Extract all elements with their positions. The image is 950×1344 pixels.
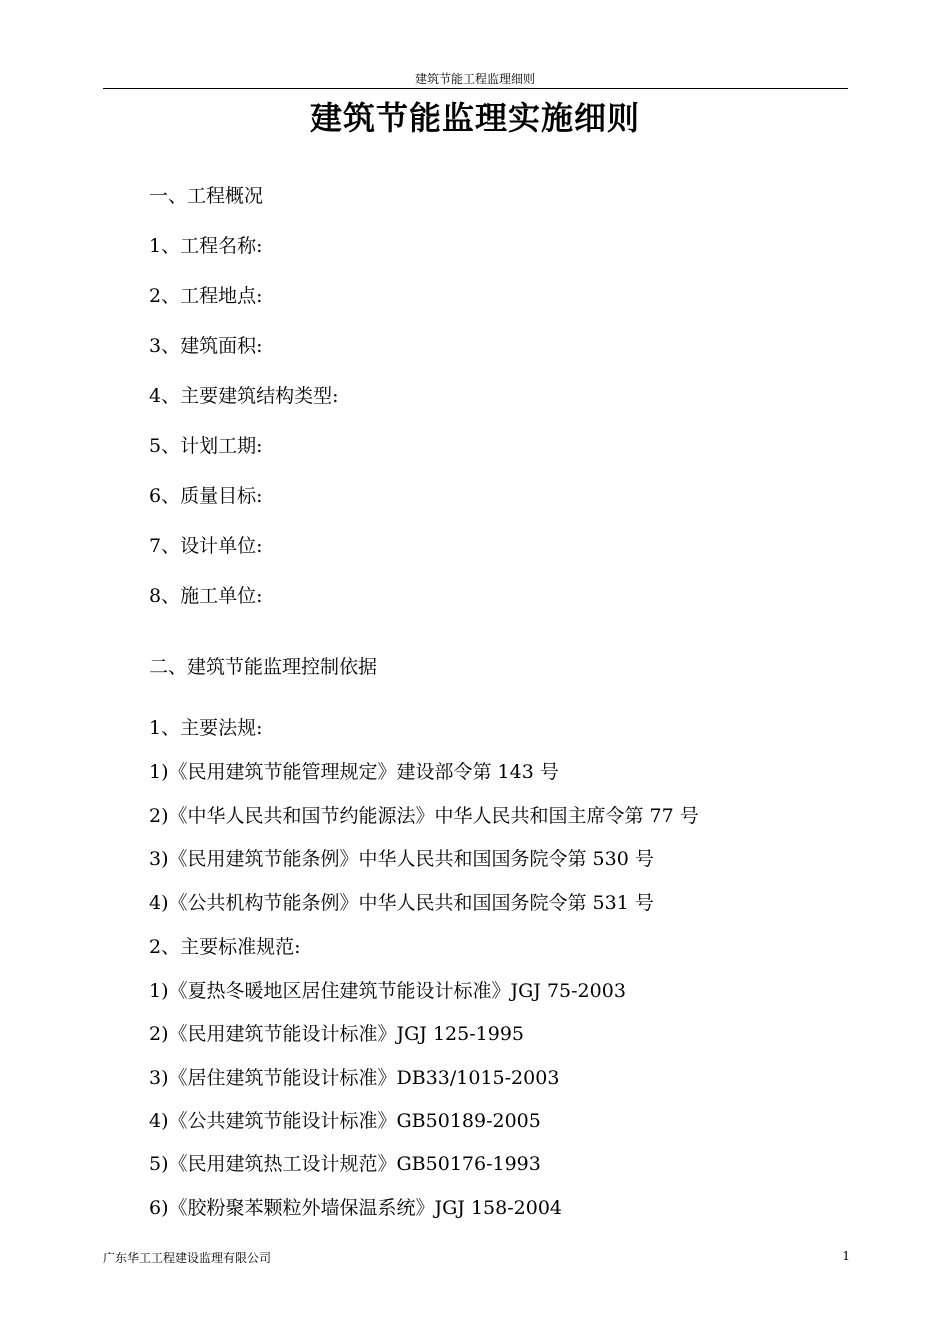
standards-heading: 2、主要标准规范:	[149, 936, 301, 958]
standard-item: 6)《胶粉聚苯颗粒外墙保温系统》JGJ 158-2004	[149, 1197, 562, 1219]
construction-unit-item: 8、施工单位:	[149, 585, 263, 607]
running-header: 建筑节能工程监理细则	[414, 72, 535, 86]
laws-heading: 1、主要法规:	[149, 717, 263, 739]
project-name-item: 1、工程名称:	[149, 235, 263, 257]
section2-heading: 二、建筑节能监理控制依据	[149, 656, 378, 678]
standard-item: 1)《夏热冬暖地区居住建筑节能设计标准》JGJ 75-2003	[149, 980, 626, 1002]
document-title: 建筑节能监理实施细则	[309, 99, 640, 137]
law-item: 3)《民用建筑节能条例》中华人民共和国国务院令第 530 号	[149, 848, 654, 870]
law-item: 1)《民用建筑节能管理规定》建设部令第 143 号	[149, 761, 559, 783]
standard-item: 3)《居住建筑节能设计标准》DB33/1015-2003	[149, 1067, 560, 1089]
law-item: 2)《中华人民共和国节约能源法》中华人民共和国主席令第 77 号	[149, 805, 699, 827]
standard-item: 4)《公共建筑节能设计标准》GB50189-2005	[149, 1110, 541, 1132]
law-item: 4)《公共机构节能条例》中华人民共和国国务院令第 531 号	[149, 892, 654, 914]
page-number: 1	[842, 1249, 850, 1263]
building-area-item: 3、建筑面积:	[149, 335, 263, 357]
quality-target-item: 6、质量目标:	[149, 485, 263, 507]
header-rule	[103, 88, 848, 89]
project-location-item: 2、工程地点:	[149, 285, 263, 307]
section1-heading: 一、工程概况	[149, 185, 264, 207]
schedule-item: 5、计划工期:	[149, 435, 263, 457]
structure-type-item: 4、主要建筑结构类型:	[149, 385, 339, 407]
design-unit-item: 7、设计单位:	[149, 535, 263, 557]
standard-item: 5)《民用建筑热工设计规范》GB50176-1993	[149, 1153, 541, 1175]
footer-company: 广东华工工程建设监理有限公司	[103, 1251, 272, 1265]
standard-item: 2)《民用建筑节能设计标准》JGJ 125-1995	[149, 1023, 524, 1045]
